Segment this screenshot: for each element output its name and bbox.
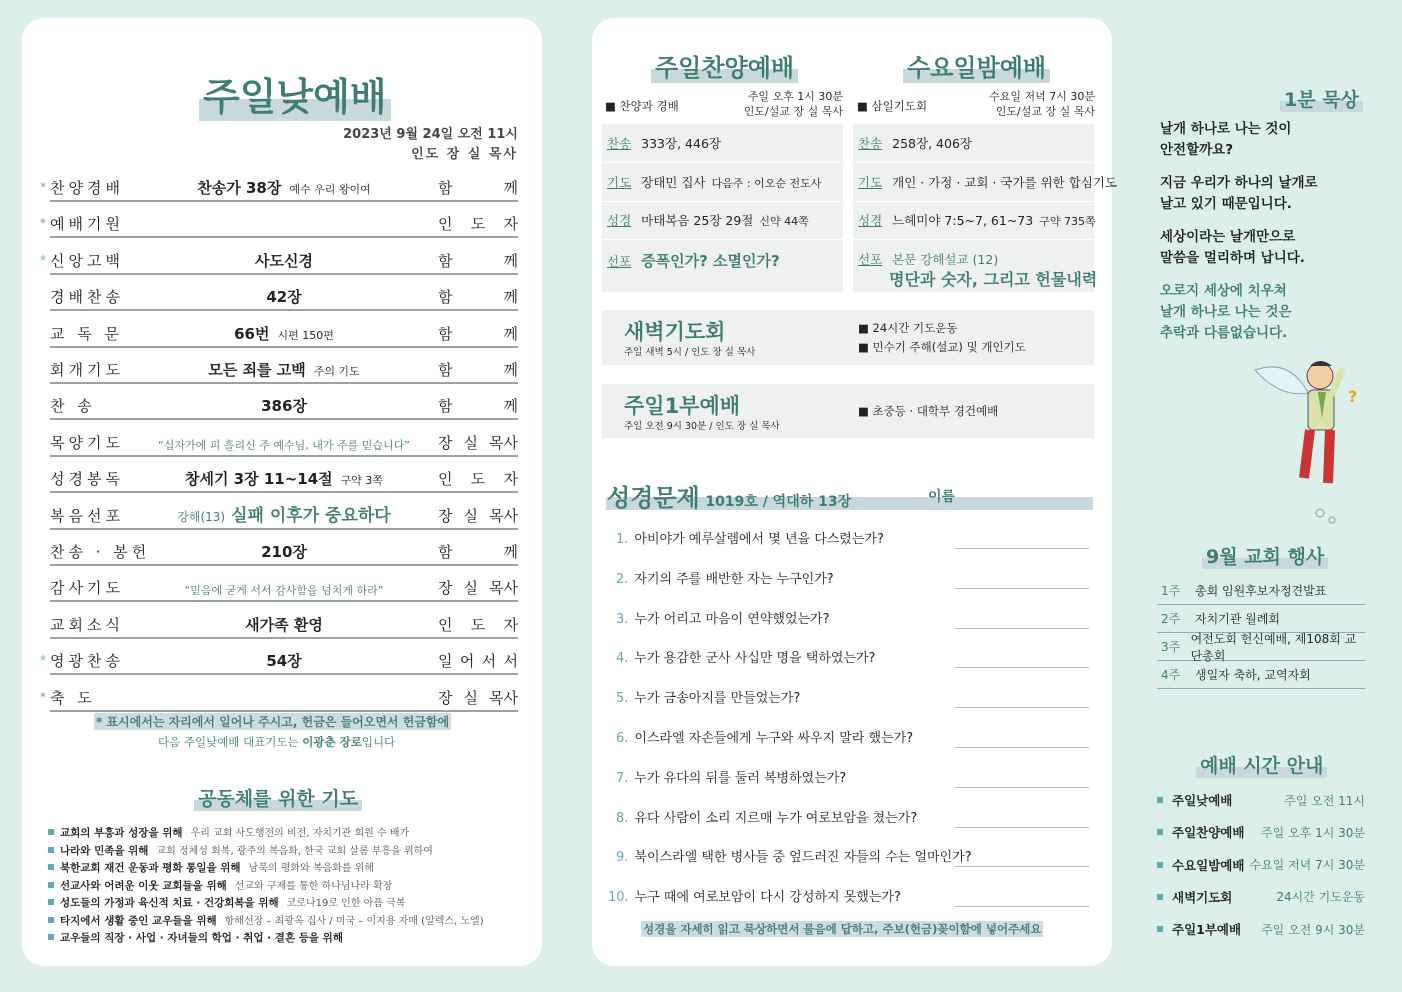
bullet-icon [48, 917, 54, 923]
event-week: 1주 [1161, 584, 1181, 598]
responsible-char: 함 [438, 251, 453, 270]
quiz-issue: 1019호 / 역대하 13장 [705, 494, 852, 510]
order-main: 54장 [266, 652, 302, 671]
order-label: 성경봉독 [50, 470, 124, 489]
winged-man-illustration [1250, 348, 1370, 528]
star-icon: * [40, 180, 46, 194]
bullet-icon [1157, 926, 1163, 932]
responsible-char: 인 [438, 470, 453, 489]
order-sub: 예수 우리 왕이여 [289, 183, 371, 196]
prayer-detail: 남북의 평화와 복음화를 위해 [248, 863, 375, 875]
order-responsible [438, 177, 518, 198]
responsible-char: 목사 [489, 579, 518, 598]
answer-field[interactable] [955, 628, 1089, 629]
row-key: 찬송 [858, 136, 883, 151]
prayer-item [48, 894, 406, 910]
question-text: 누가 유다의 뒤를 둘러 복병하였는가? [634, 770, 847, 786]
responsible-char: 실 [463, 688, 478, 707]
prayer-topic: 선교사와 어려운 이웃 교회들을 위해 [60, 879, 227, 892]
responsible-char: 장 [438, 433, 453, 452]
prayer-item [48, 912, 484, 928]
question-text: 유다 사람이 소리 지르매 누가 여로보암을 쳤는가? [634, 810, 918, 826]
row-key: 선포 [607, 253, 632, 269]
prayer-detail: 코로나19로 인한 아픔 극복 [286, 898, 406, 910]
row-divider [853, 162, 1094, 163]
wednesday-leader: 인도/설교 장 실 목사 [995, 105, 1095, 118]
order-row [40, 251, 518, 275]
order-label: 목양기도 [50, 433, 124, 452]
first-sub: 주일 오전 9시 30분 / 인도 장 실 목사 [624, 421, 780, 432]
responsible-char: 실 [463, 579, 478, 598]
bullet-icon [48, 829, 54, 835]
sunday-praise-title: 주일찬양예배 [655, 48, 794, 83]
row-divider [853, 201, 1094, 202]
order-main: 창세기 3장 11~14절 [184, 470, 333, 489]
order-label: 찬 송 [50, 397, 96, 416]
order-main: 42장 [266, 288, 302, 307]
first-title: 주일1부예배 [624, 394, 741, 418]
row-key: 성경 [858, 213, 883, 228]
order-label: 감사기도 [50, 579, 124, 598]
order-label: 찬양경배 [50, 179, 124, 197]
prayer-topic: 타지에서 생활 중인 교우들을 위해 [60, 915, 217, 927]
prayer-item [48, 842, 433, 858]
bullet-icon [48, 899, 54, 905]
order-content [150, 359, 418, 380]
row-value: 느헤미야 7:5~7, 61~73 [892, 213, 1034, 228]
quiz-question [616, 687, 800, 706]
responsible-char: 인 [438, 215, 453, 234]
event-text: 자치기관 월례회 [1195, 612, 1280, 626]
first-item: ■ 초중등 · 대학부 경건예배 [858, 404, 999, 418]
order-responsible [438, 614, 518, 635]
elder-name: 이광춘 장로 [302, 735, 362, 749]
prayer-item [48, 877, 392, 893]
meditation-line: 세상이라는 날개만으로 [1160, 229, 1296, 245]
order-label: 교 독 문 [50, 324, 124, 343]
row-value: 개인 · 가정 · 교회 · 국가를 위한 합심기도 [892, 174, 1117, 190]
order-responsible [438, 541, 518, 562]
wednesday-title: 수요일밤예배 [907, 48, 1046, 83]
order-responsible [438, 505, 518, 526]
prayer-topic: 교우들의 직장 · 사업 · 자녀들의 학업 · 취업 · 결혼 등을 위해 [60, 931, 343, 944]
meditation-line: 지금 우리가 하나의 날개로 [1160, 175, 1318, 191]
meditation-line: 날개 하나로 나는 것이 [1160, 121, 1292, 137]
question-text: 누구 때에 여로보암이 다시 강성하지 못했는가? [634, 890, 901, 906]
answer-field[interactable] [955, 906, 1089, 907]
order-row [50, 287, 518, 311]
order-sub: 주의 기도 [313, 365, 360, 378]
service-time: 주일 오후 1시 30분 [1261, 825, 1365, 840]
quiz-question [616, 807, 917, 826]
order-main: 새가족 환영 [245, 615, 323, 634]
question-number: 10. [608, 890, 629, 906]
answer-field[interactable] [955, 707, 1089, 708]
first-service-box [602, 384, 1094, 438]
bullet-icon [48, 882, 54, 888]
responsible-char: 께 [503, 361, 518, 379]
wednesday-sermon-title: 명단과 숫자, 그리고 헌물내력 [889, 270, 1098, 289]
dawn-sub: 주일 새벽 5시 / 인도 장 실 목사 [624, 347, 756, 358]
service-time: 24시간 기도운동 [1276, 890, 1365, 905]
standing-note: * 표시에서는 자리에서 일어나 주시고, 헌금은 들어오면서 헌금함에 [96, 715, 450, 729]
question-number: 8. [616, 810, 629, 826]
order-content: “십자가에 피 흘리신 주 예수님, 내가 주를 믿습니다” [158, 438, 410, 452]
order-content [150, 177, 418, 198]
order-label: 찬송 · 봉헌 [50, 543, 151, 561]
star-icon: * [40, 653, 46, 668]
order-row [50, 578, 518, 602]
row-sub: 다음주 : 이오순 전도사 [711, 176, 822, 190]
quiz-name-label: 이름 [928, 489, 956, 505]
question-number: 3. [616, 611, 629, 627]
prayer-topic: 나라와 민족을 위해 [60, 844, 149, 857]
answer-field[interactable] [955, 866, 1089, 867]
box-row [858, 250, 998, 268]
service-name: 새벽기도회 [1172, 889, 1233, 905]
responsible-char: 목사 [489, 688, 518, 707]
bullet-icon [48, 847, 54, 853]
dawn-item: ■ 24시간 기도운동 [858, 321, 958, 335]
responsible-char: 실 [463, 433, 478, 452]
row-key: 기도 [858, 174, 883, 190]
service-time: 주일 오전 9시 30분 [1261, 922, 1365, 937]
prayer-topic: 교회의 부흥과 성장을 위해 [60, 827, 183, 839]
order-responsible [438, 687, 518, 708]
prayer-item [48, 859, 374, 875]
order-row [40, 178, 518, 202]
dawn-item: ■ 민수기 주해(설교) 및 개인기도 [858, 340, 1026, 354]
service-time: 수요일 저녁 7시 30분 [1249, 858, 1365, 873]
order-row [50, 324, 518, 348]
service-time: 주일 오전 11시 [1284, 793, 1365, 808]
answer-field[interactable] [955, 747, 1089, 748]
responsible-char: 서 [503, 652, 518, 671]
box-row [607, 250, 780, 271]
meditation-line-emphasis: 날개 하나로 나는 것은 [1160, 304, 1292, 320]
bullet-icon [1157, 862, 1163, 868]
prayer-detail: 교회 정체성 회복, 광주의 복음화, 한국 교회 살롬 부흥을 위하여 [156, 845, 433, 857]
order-responsible [438, 323, 518, 344]
page-title: 주일낮예배 [203, 66, 387, 121]
responsible-char: 도 [470, 470, 486, 489]
question-number: 6. [616, 731, 629, 746]
events-title: 9월 교회 행사 [1206, 542, 1324, 569]
service-leader: 인도 장 실 목사 [411, 147, 518, 162]
box-row [607, 211, 809, 229]
row-sub: 신약 44쪽 [759, 215, 809, 228]
quiz-question [616, 846, 972, 865]
star-icon: * [40, 216, 46, 231]
event-week: 3주 [1161, 640, 1181, 654]
prayer-detail: 선교와 구제를 통한 하나님나라 확장 [234, 880, 393, 892]
order-content [150, 614, 418, 635]
row-key: 성경 [607, 213, 632, 228]
order-label: 신앙고백 [50, 251, 124, 270]
responsible-char: 장 [438, 688, 453, 707]
prayer-detail: 항해선장 – 최광옥 집사 / 미국 – 이지용 자매 (알렉스, 노엘) [224, 916, 484, 927]
box-row [607, 173, 821, 191]
question-number: 1. [616, 532, 629, 547]
event-week: 4주 [1161, 668, 1181, 682]
meditation-line: 말씀을 멀리하며 납니다. [1160, 250, 1305, 266]
order-responsible [438, 468, 518, 489]
box-row [858, 211, 1096, 229]
order-main: 386장 [261, 397, 307, 416]
service-time-row [1157, 856, 1365, 874]
responsible-char: 어 [459, 652, 475, 671]
order-main: 사도신경 [255, 251, 313, 270]
order-sub: 시편 150편 [277, 328, 334, 342]
question-text: 북이스라엘 택한 병사들 중 엎드러진 자들의 수는 얼마인가? [634, 850, 972, 866]
wednesday-time: 수요일 저녁 7시 30분 [989, 90, 1095, 103]
responsible-char: 함 [438, 361, 453, 379]
order-label: 예배기원 [50, 215, 124, 234]
question-mark: ? [1348, 387, 1358, 406]
order-responsible [438, 359, 518, 380]
quiz-instruction: 성경을 자세히 읽고 묵상하면서 물음에 답하고, 주보(헌금)꽂이함에 넣어주세요 [643, 922, 1042, 936]
row-value: 장태민 집사 [641, 174, 706, 190]
box-row [607, 134, 721, 152]
responsible-char: 께 [503, 543, 518, 561]
service-name: 주일찬양예배 [1172, 825, 1245, 841]
responsible-char: 께 [503, 251, 518, 270]
prayer-section-title: 공동체를 위한 기도 [198, 784, 358, 811]
quiz-question [616, 608, 830, 627]
note-text: 다음 주일낮예배 대표기도는 [158, 735, 303, 749]
order-row [50, 396, 518, 420]
responsible-char: 도 [470, 215, 486, 234]
row-divider [602, 162, 843, 163]
quiz-heading: 성경문제 [607, 484, 700, 512]
responsible-char: 장 [438, 506, 453, 525]
order-main: 모든 죄를 고백 [208, 361, 306, 379]
responsible-char: 서 [481, 652, 497, 671]
order-label: 회개기도 [50, 361, 124, 379]
answer-field[interactable] [955, 548, 1089, 549]
responsible-char: 목사 [489, 506, 518, 525]
order-responsible [438, 213, 518, 234]
order-label: 영광찬송 [50, 652, 124, 671]
service-name: 주일1부예배 [1172, 922, 1242, 938]
wednesday-box [853, 124, 1117, 292]
row-value: 333장, 446장 [641, 136, 721, 151]
next-prayer-note [158, 734, 395, 750]
service-date: 2023년 9월 24일 오전 11시 [343, 127, 518, 142]
order-row [50, 506, 518, 530]
answer-field[interactable] [955, 787, 1089, 788]
bullet-icon [1157, 829, 1163, 835]
quiz-question [616, 647, 875, 666]
order-label: 교회소식 [50, 615, 124, 634]
star-icon: * [40, 252, 46, 267]
order-row [50, 360, 518, 384]
order-row [50, 542, 518, 566]
note-text-end: 입니다 [361, 735, 396, 749]
order-content [150, 250, 418, 271]
row-value: 증폭인가? 소멸인가? [641, 251, 780, 270]
responsible-char: 함 [438, 543, 453, 561]
responsible-char: 목사 [489, 433, 518, 452]
prayer-topic: 북한교회 재건 운동과 평화 통일을 위해 [60, 862, 241, 875]
responsible-char: 함 [438, 288, 453, 307]
times-title: 예배 시간 안내 [1200, 751, 1323, 778]
responsible-char: 장 [438, 579, 453, 598]
sunday-leader: 인도/설교 장 실 목사 [743, 105, 843, 118]
responsible-char: 께 [503, 288, 518, 307]
service-name: 수요일밤예배 [1172, 857, 1245, 873]
quiz-title [607, 478, 851, 513]
order-row [50, 469, 518, 493]
responsible-char: 인 [438, 615, 453, 634]
order-row [40, 688, 518, 712]
row-divider [602, 239, 843, 240]
row-value: 마태복음 25장 29절 [641, 213, 754, 228]
question-text: 누가 금송아지를 만들었는가? [634, 691, 801, 707]
service-name: 주일낮예배 [1172, 793, 1233, 808]
order-content [150, 501, 418, 526]
event-text: 여전도회 헌신예배, 제108회 교단총회 [1190, 631, 1357, 663]
meditation-line: 안전할까요? [1160, 142, 1234, 158]
sunday-time: 주일 오후 1시 30분 [747, 90, 843, 103]
meditation-line-emphasis: 추락과 다름없습니다. [1160, 325, 1288, 341]
event-row [1157, 577, 1365, 605]
question-number: 7. [616, 770, 629, 786]
order-label: 축 도 [50, 688, 96, 707]
order-label: 경배찬송 [50, 288, 124, 307]
meditation-line: 날고 있기 때문입니다. [1160, 196, 1292, 212]
order-responsible [438, 286, 518, 307]
answer-field[interactable] [955, 588, 1089, 589]
bullet-icon [1157, 894, 1163, 900]
order-label: 복음선포 [50, 506, 124, 525]
service-time-row [1157, 920, 1365, 938]
answer-field[interactable] [955, 827, 1089, 828]
question-number: 9. [616, 850, 629, 866]
quiz-question [616, 528, 884, 547]
event-text: 생일자 축하, 교역자회 [1195, 668, 1311, 682]
wednesday-sub: ■ 삼일기도회 [857, 99, 928, 113]
quiz-question [616, 727, 913, 746]
star-icon: * [40, 689, 46, 704]
responsible-char: 일 [438, 652, 453, 671]
question-text: 이스라엘 자손들에게 누구와 싸우지 말라 했는가? [634, 731, 914, 746]
order-content [150, 541, 418, 562]
row-value: 258장, 406장 [892, 136, 972, 151]
box-row [858, 173, 1117, 191]
order-content [150, 323, 418, 344]
row-key: 찬송 [607, 136, 632, 151]
question-number: 2. [616, 571, 629, 587]
responsible-char: 께 [503, 179, 518, 197]
responsible-char: 께 [503, 397, 518, 416]
prayer-detail: 우리 교회 사도행전의 비전, 자치기관 회원 수 배가 [190, 828, 410, 839]
order-content [150, 468, 418, 489]
event-row [1157, 633, 1365, 661]
order-content [150, 650, 418, 671]
box-row [858, 134, 972, 152]
quiz-question [608, 886, 901, 905]
dawn-title: 새벽기도회 [624, 320, 726, 344]
order-row [40, 214, 518, 238]
service-time-row [1157, 888, 1365, 906]
question-number: 5. [616, 691, 629, 707]
row-divider [853, 239, 1094, 240]
order-main: 찬송가 38장 [197, 179, 282, 197]
responsible-char: 도 [470, 615, 486, 634]
question-text: 아비야가 예루살렘에서 몇 년을 다스렸는가? [634, 532, 884, 547]
meditation-line-emphasis: 오로지 세상에 치우쳐 [1160, 283, 1287, 299]
responsible-char: 자 [503, 470, 518, 489]
question-number: 4. [616, 651, 629, 667]
order-responsible [438, 432, 518, 453]
service-time-row [1157, 823, 1365, 841]
bullet-icon [1157, 797, 1163, 803]
order-row [40, 651, 518, 675]
order-main: 66번 [234, 324, 270, 343]
answer-field[interactable] [955, 667, 1089, 668]
sunday-praise-box [602, 124, 843, 292]
prayer-item [48, 824, 409, 840]
order-responsible [438, 395, 518, 416]
prayer-item [48, 930, 343, 945]
row-key: 기도 [607, 174, 632, 190]
prayer-topic: 성도들의 가정과 육신적 치료 · 건강회복을 위해 [60, 897, 279, 910]
order-content [150, 395, 418, 416]
order-responsible [438, 577, 518, 598]
row-key: 선포 [858, 251, 883, 267]
event-text: 총회 임원후보자정견발표 [1195, 584, 1327, 598]
order-main: 210장 [261, 543, 307, 561]
event-row [1157, 661, 1365, 689]
sermon-series: 강해(13) [177, 509, 226, 524]
responsible-char: 함 [438, 397, 453, 416]
question-text: 자기의 주를 배반한 자는 누구인가? [634, 571, 834, 587]
order-responsible [438, 650, 518, 671]
meditation-title: 1분 묵상 [1284, 85, 1359, 112]
event-week: 2주 [1161, 612, 1181, 626]
responsible-char: 함 [438, 324, 453, 343]
bullet-icon [48, 934, 54, 940]
quiz-question [616, 568, 834, 587]
responsible-char: 실 [463, 506, 478, 525]
sunday-sub: ■ 찬양과 경배 [605, 99, 679, 113]
order-content: “믿음에 굳게 서서 감사함을 넘치게 하라” [184, 584, 384, 598]
order-row [50, 433, 518, 457]
question-text: 누가 용감한 군사 사십만 명을 택하였는가? [634, 651, 876, 667]
service-time-row [1157, 791, 1365, 809]
bullet-icon [48, 864, 54, 870]
dawn-prayer-box [602, 310, 1094, 365]
row-divider [602, 201, 843, 202]
sermon-title: 실패 이후가 중요하다 [231, 505, 391, 526]
responsible-char: 함 [438, 179, 453, 197]
order-sub: 구약 3쪽 [340, 474, 384, 488]
row-sub: 구약 735쪽 [1039, 215, 1096, 228]
responsible-char: 자 [503, 615, 518, 634]
order-row [50, 615, 518, 639]
quiz-question [616, 767, 846, 786]
order-responsible [438, 250, 518, 271]
responsible-char: 께 [503, 324, 518, 343]
question-text: 누가 어리고 마음이 연약했었는가? [634, 611, 830, 627]
row-value: 본문 강해설교 (12) [892, 251, 999, 267]
responsible-char: 자 [503, 215, 518, 234]
order-content [150, 286, 418, 307]
